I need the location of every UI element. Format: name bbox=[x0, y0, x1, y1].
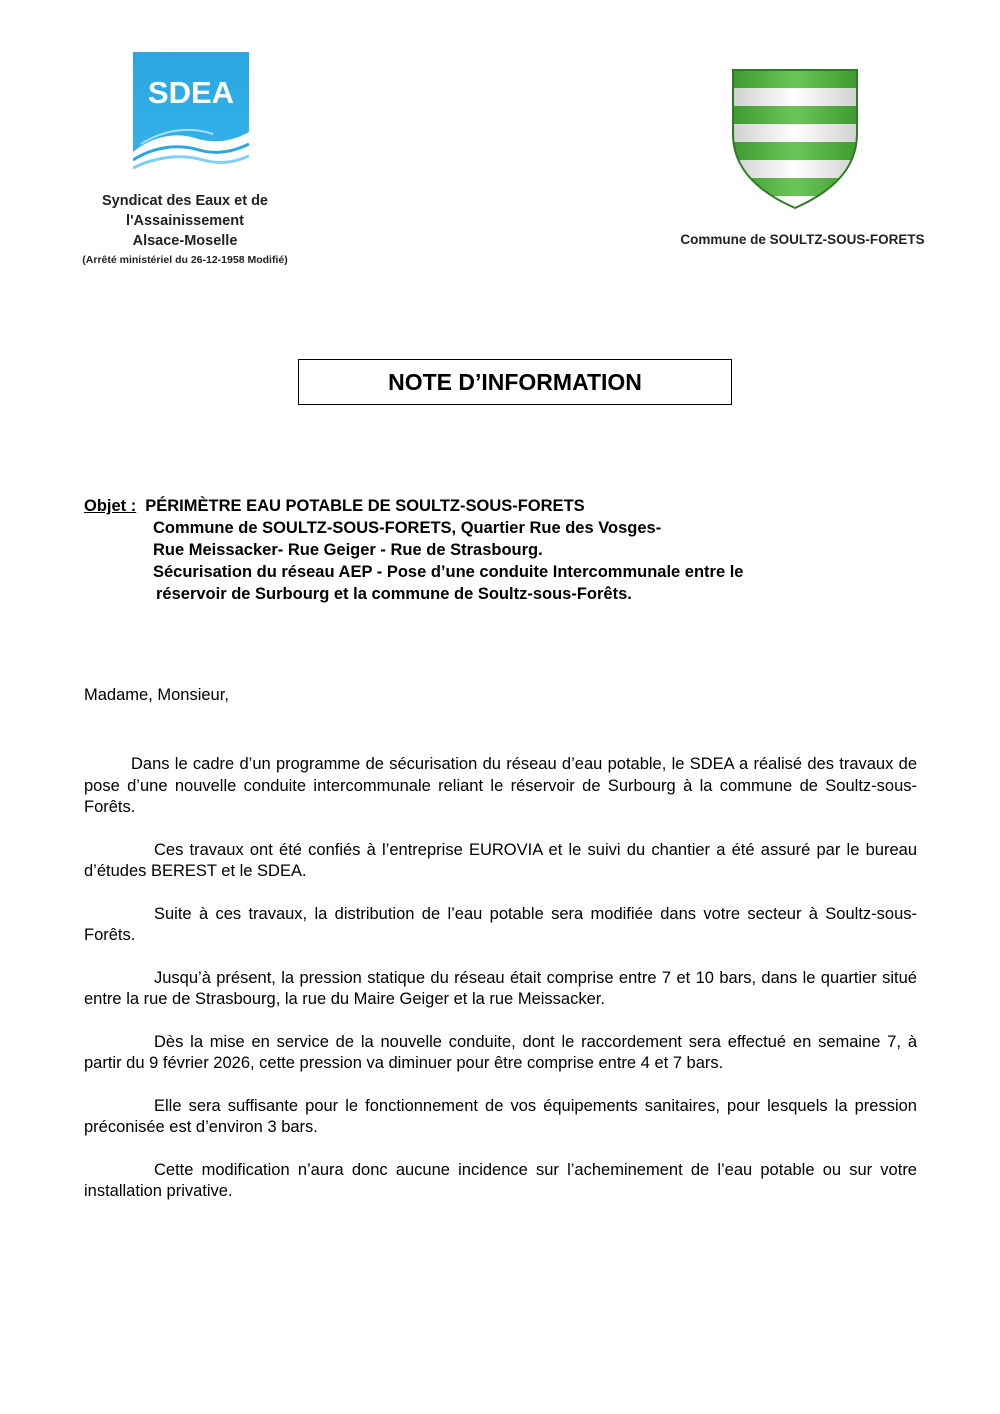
objet-block bbox=[84, 495, 944, 605]
document-title: NOTE D’INFORMATION bbox=[298, 359, 732, 405]
salutation: Madame, Monsieur, bbox=[84, 686, 229, 704]
paragraph: Dans le cadre d’un programme de sécurisation du réseau d’eau potable, le SDEA a réalisé des travaux de pose d’une nouvelle conduite intercommunale reliant le réservoir de Surbourg à la commune de Soultz-sous-Forêts. bbox=[84, 755, 917, 816]
objet-label: Objet : bbox=[84, 497, 137, 515]
objet-line-5: réservoir de Surbourg et la commune de Soultz-sous-Forêts. bbox=[156, 585, 632, 603]
paragraph: Elle sera suffisante pour le fonctionnement de vos équipements sanitaires, pour lesquels la pression préconisée est d’environ 3 bars. bbox=[84, 1096, 917, 1136]
objet-line-4: Sécurisation du réseau AEP - Pose d’une conduite Intercommunale entre le bbox=[153, 563, 744, 581]
objet-line-1: PÉRIMÈTRE EAU POTABLE DE SOULTZ-SOUS-FORETS bbox=[145, 497, 585, 515]
sdea-logo bbox=[133, 52, 249, 174]
paragraph: Cette modification n’aura donc aucune incidence sur l’acheminement de l’eau potable ou sur votre installation privative. bbox=[84, 1160, 917, 1200]
org-line-3: Alsace-Moselle bbox=[132, 233, 238, 249]
paragraph: Suite à ces travaux, la distribution de l’eau potable sera modifiée dans votre secteur à Soultz-sous-Forêts. bbox=[84, 904, 917, 944]
sdea-organisation bbox=[60, 191, 310, 268]
commune-crest bbox=[731, 68, 859, 210]
paragraph: Dès la mise en service de la nouvelle conduite, dont le raccordement sera effectué en semaine 7, à partir du 9 février 2026, cette pression va diminuer pour être comprise entre 4 et 7 bars. bbox=[84, 1032, 917, 1072]
objet-line-3: Rue Meissacker- Rue Geiger - Rue de Strasbourg. bbox=[153, 541, 543, 559]
arrete-text: (Arrêté ministériel du 26-12-1958 Modifié) bbox=[82, 254, 288, 266]
sdea-logo-text: SDEA bbox=[147, 75, 235, 110]
org-line-1: Syndicat des Eaux et de bbox=[101, 193, 268, 209]
paragraph: Jusqu’à présent, la pression statique du réseau était comprise entre 7 et 10 bars, dans le quartier situé entre la rue de Strasbourg, la rue du Maire Geiger et la rue Meissacker. bbox=[84, 968, 917, 1008]
letter-body bbox=[84, 754, 917, 1224]
org-line-2: l'Assainissement bbox=[126, 213, 244, 229]
commune-label: Commune de SOULTZ-SOUS-FORETS bbox=[680, 232, 925, 247]
paragraph: Ces travaux ont été confiés à l’entreprise EUROVIA et le suivi du chantier a été assuré par le bureau d’études BEREST et le SDEA. bbox=[84, 840, 917, 880]
objet-line-2: Commune de SOULTZ-SOUS-FORETS, Quartier Rue des Vosges- bbox=[153, 519, 662, 537]
